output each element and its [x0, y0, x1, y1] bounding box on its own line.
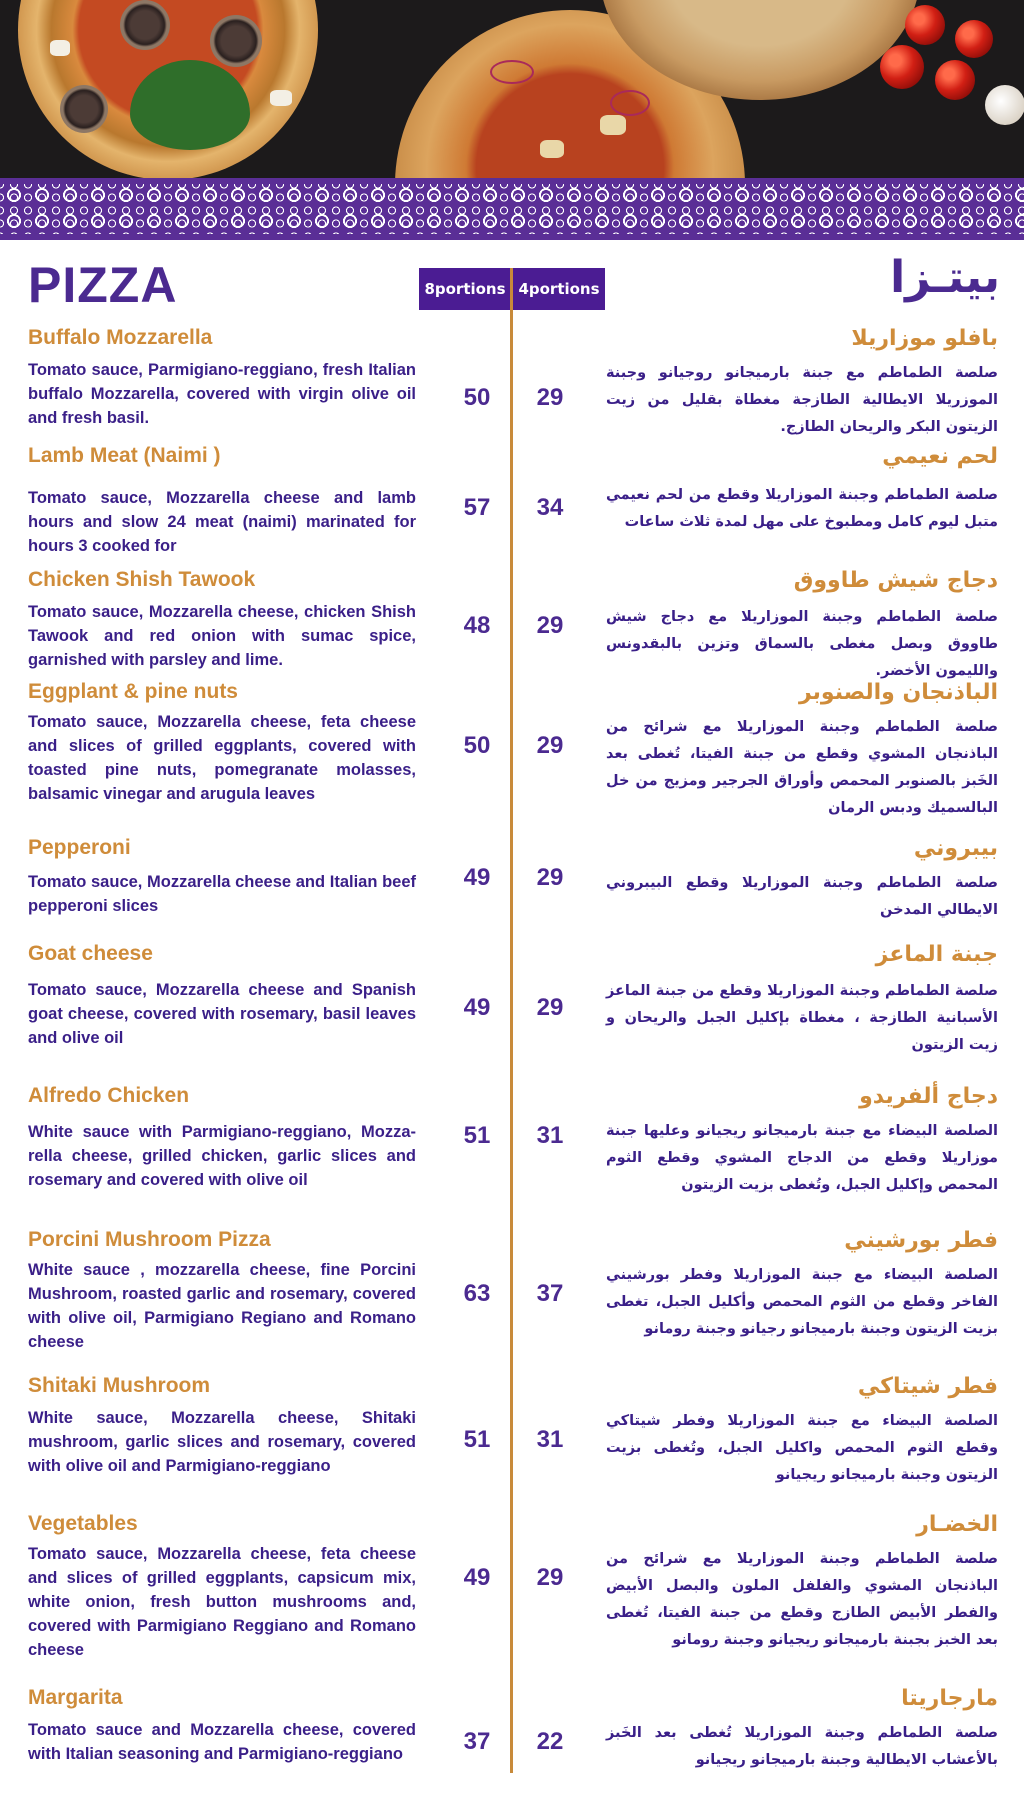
- item-description-ar: الصلصة البيضاء مع جبنة بارميجانو ريجيانو وعليها جبنة موزاريلا وقطع من الدجاج المشوي وقطع الثوم المحمص وإكليل الجبل، وتُغطى بزيت الزيتون: [606, 1123, 998, 1193]
- price-8-portions: 50: [463, 384, 491, 411]
- item-description-en: White sauce with Parmigiano-reggiano, Mozza-rella cheese, grilled chicken, garlic slices and rosemary and covered with olive oil: [28, 1123, 416, 1189]
- item-name-ar: لحم نعيمي: [882, 444, 998, 469]
- garlic-clove: [985, 85, 1024, 125]
- onion-ring: [490, 60, 534, 84]
- item-name-ar: فطر بورشيني: [844, 1228, 998, 1253]
- onion-ring: [610, 90, 650, 116]
- item-description-en: White sauce , mozzarella cheese, fine Porcini Mushroom, roasted garlic and rosemary, covered with olive oil, Parmigiano Regiano and Romano cheese: [28, 1261, 416, 1351]
- item-description-ar: صلصة الطماطم مع جبنة بارميجانو روجيانو وجبنة الموزريلا الايطالية الطازجة مغطاة بقليل من زيت الزيتون البكر والريحان الطازج.: [606, 365, 998, 435]
- price-8-portions: 37: [463, 1728, 491, 1755]
- price-4-portions: 29: [536, 1564, 564, 1591]
- item-description-en: White sauce, Mozzarella cheese, Shitaki mushroom, garlic slices and rosemary, covered with olive oil and Parmigiano-reggiano: [28, 1409, 416, 1475]
- item-name-en: Margarita: [28, 1686, 123, 1709]
- band-edge-bottom: [0, 234, 1024, 240]
- page-title-en: PIZZA: [28, 257, 178, 313]
- item-description-ar: الصلصة البيضاء مع جبنة الموزاريلا وفطر بورشيني الفاخر وقطع من الثوم المحمص وأكليل الجبل، تغطى بزيت الزيتون وجبنة بارميجانو رجيانو وجبنة رومانو: [606, 1267, 998, 1337]
- item-description-ar: صلصة الطماطم وجبنة الموزاريلا وقطع البيبروني الايطالي المدخن: [606, 875, 998, 918]
- item-description-ar: الصلصة البيضاء مع جبنة الموزاريلا وفطر شيتاكي وقطع الثوم المحمص واكليل الجبل، وتُغطى بزيت الزيتون وجبنة بارميجانو ريجيانو: [606, 1413, 998, 1483]
- item-name-ar: جبنة الماعز: [875, 942, 998, 967]
- cheese-piece: [270, 90, 292, 106]
- price-4-portions: 29: [536, 732, 564, 759]
- item-name-en: Pepperoni: [28, 836, 131, 859]
- price-8-portions: 49: [463, 994, 491, 1021]
- item-description-ar: صلصة الطماطم وجبنة الموزاريلا وقطع من لحم نعيمي متبل ليوم كامل ومطبوخ على مهل لمدة ثلاث ساعات: [606, 487, 998, 530]
- price-8-portions: 48: [463, 612, 491, 639]
- tomato: [880, 45, 924, 89]
- item-name-ar: بيبروني: [913, 836, 998, 861]
- band-edge-top: [0, 178, 1024, 184]
- item-name-ar: فطر شيتاكي: [857, 1374, 998, 1399]
- item-description-ar: صلصة الطماطم وجبنة الموزاريلا وقطع من جبنة الماعز الأسبانية الطازجة ، مغطاة بإكليل الجبل والريحان و زيت الزيتون: [606, 983, 998, 1053]
- price-8-portions: 51: [463, 1426, 491, 1453]
- price-8-portions: 50: [463, 732, 491, 759]
- decorative-pattern-band: [0, 178, 1024, 240]
- price-4-portions: 29: [536, 864, 564, 891]
- price-4-portions: 29: [536, 994, 564, 1021]
- item-name-en: Chicken Shish Tawook: [28, 568, 256, 591]
- item-description-en: Tomato sauce, Mozzarella cheese and lamb hours and slow 24 meat (naimi) marinated for hours 3 cooked for: [28, 489, 416, 555]
- item-description-en: Tomato sauce, Parmigiano-reggiano, fresh Italian buffalo Mozzarella, covered with virgin olive oil and fresh basil.: [28, 361, 416, 427]
- item-name-en: Goat cheese: [28, 942, 153, 965]
- item-description-ar: صلصة الطماطم وجبنة الموزاريلا مع شرائح من الباذنجان المشوي والفلفل الملون والبصل الأبيض والفطر الأبيض الطازج وقطع من جبنة الفيتا، تُغطى بعد الخبز بجبنة بارميجانو ريجيانو وجبنة رومانو: [606, 1551, 998, 1648]
- cheese-piece: [50, 40, 70, 56]
- price-8-portions: 49: [463, 864, 491, 891]
- eggplant-slice: [120, 0, 170, 50]
- chicken-piece: [540, 140, 564, 158]
- item-name-en: Eggplant & pine nuts: [28, 680, 238, 703]
- page-title-ar: بيتـزا: [890, 252, 1000, 303]
- item-name-en: Porcini Mushroom Pizza: [28, 1228, 271, 1251]
- price-4-portions: 31: [536, 1122, 564, 1149]
- item-description-ar: صلصة الطماطم وجبنة الموزاريلا مع شرائح من الباذنجان المشوي وقطع من جبنة الفيتا، تُغطى بعد الخَبز بالصنوبر المحمص وأوراق الجرجير ومزيج من خل البالسميك ودبس الرمان: [606, 719, 998, 816]
- item-name-ar: دجاج شيش طاووق: [793, 568, 998, 593]
- price-8-portions: 57: [463, 494, 491, 521]
- price-4-portions: 29: [536, 612, 564, 639]
- tomato: [905, 5, 945, 45]
- item-description-en: Tomato sauce and Mozzarella cheese, covered with Italian seasoning and Parmigiano-reggiano: [28, 1721, 416, 1763]
- eggplant-slice: [210, 15, 262, 67]
- header-pizza-photo: [0, 0, 1024, 180]
- column-header-8-portions: 8portions: [419, 268, 511, 310]
- tomato: [955, 20, 993, 58]
- price-4-portions: 37: [536, 1280, 564, 1307]
- price-8-portions: 49: [463, 1564, 491, 1591]
- item-description-ar: صلصة الطماطم وجبنة الموزاريلا مع دجاج شيش طاووق وبصل مغطى بالسماق وتزين بالبقدونس والليمون الأخضر.: [606, 609, 998, 679]
- item-name-ar: الخضـار: [916, 1512, 998, 1537]
- item-name-ar: دجاج ألفريدو: [859, 1084, 998, 1109]
- item-name-ar: الباذنجان والصنوبر: [798, 680, 998, 705]
- item-name-en: Shitaki Mushroom: [28, 1374, 211, 1397]
- item-description-en: Tomato sauce, Mozzarella cheese and Spanish goat cheese, covered with rosemary, basil leaves and olive oil: [28, 981, 416, 1047]
- item-description-en: Tomato sauce, Mozzarella cheese and Italian beef pepperoni slices: [28, 873, 416, 915]
- price-8-portions: 51: [463, 1122, 491, 1149]
- price-8-portions: 63: [463, 1280, 491, 1307]
- item-name-en: Vegetables: [28, 1512, 138, 1535]
- item-name-en: Lamb Meat (Naimi ): [28, 444, 221, 467]
- item-name-en: Buffalo Mozzarella: [28, 326, 213, 349]
- tomato: [935, 60, 975, 100]
- item-description-en: Tomato sauce, Mozzarella cheese, feta cheese and slices of grilled eggplants, covered with toasted pine nuts, pomegranate molasses, balsamic vinegar and arugula leaves: [28, 713, 416, 803]
- price-4-portions: 31: [536, 1426, 564, 1453]
- price-4-portions: 29: [536, 384, 564, 411]
- item-description-en: Tomato sauce, Mozzarella cheese, feta cheese and slices of grilled eggplants, capsicum mix, white onion, fresh button mushrooms and, covered with Parmigiano Reggiano and Romano cheese: [28, 1545, 416, 1659]
- item-description-en: Tomato sauce, Mozzarella cheese, chicken Shish Tawook and red onion with sumac spice, garnished with parsley and lime.: [28, 603, 416, 669]
- chicken-piece: [600, 115, 626, 135]
- price-4-portions: 22: [536, 1728, 564, 1755]
- eggplant-slice: [60, 85, 108, 133]
- item-name-ar: مارجاريتا: [901, 1686, 998, 1711]
- column-header-4-portions: 4portions: [513, 268, 605, 310]
- item-name-ar: بافلو موزاريلا: [851, 326, 998, 351]
- item-description-ar: صلصة الطماطم وجبنة الموزاريلا تُغطى بعد الخَبز بالأعشاب الايطالية وجبنة بارميجانو ريجيانو: [606, 1725, 998, 1768]
- item-name-en: Alfredo Chicken: [28, 1084, 190, 1107]
- price-4-portions: 34: [536, 494, 564, 521]
